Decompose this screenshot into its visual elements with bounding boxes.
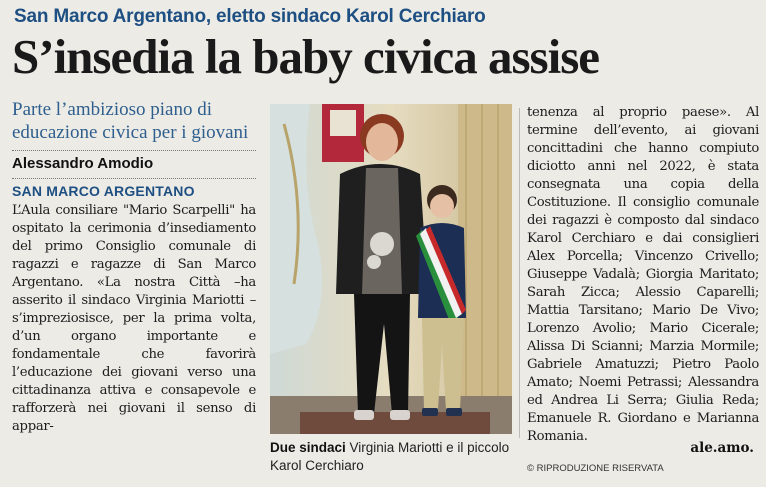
article-photo	[270, 104, 512, 434]
article-headline: S’insedia la baby civica assise	[12, 29, 600, 84]
caption-bold: Due sindaci	[270, 440, 346, 455]
article-location: SAN MARCO ARGENTANO	[12, 183, 195, 199]
left-column	[12, 96, 256, 436]
article-body-left: L’Aula consiliare "Mario Scarpelli" ha ospitato la cerimonia d’insediamento del primo Consiglio comunale di ragazzi e ragazze di San Marco Argentano. «La nostra Città –ha asserito il sindaco Virginia Mariotti – s’impreziosisce, per la prima volta, d’un organo importante e fondamentale che favorirà l’educazione dei giovani verso una cittadinanza attiva e consapevole e rafforzerà nei giovani il senso di appar-	[12, 203, 256, 434]
article-body-right: tenenza al proprio paese». Al termine dell’evento, ai giovani concittadini che hanno compiuto diciotto anni nel 2022, è stata consegnata una copia della Costituzione. Il consiglio comunale dei ragazzi è composto dal sindaco Karol Cerchiaro e dai consiglieri Alex Porcella; Vincenzo Crivello; Giuseppe Vadalà; Giorgia Maritato; Sarah Zicca; Alessio Caparelli; Mattia Tarsitano; Mario De Vivo; Lorenzo Avolio; Mario Cicerale; Alissa Di Scianni; Marzia Mormile; Gabriele Amatuzzi; Pietro Paolo Amato; Noemi Petrassi; Alessandra ed Andrea Li Serra; Giulia Reda; Emanuele R. Giordano e Marianna Romania.	[527, 105, 759, 444]
photo-illustration	[270, 104, 512, 434]
photo-caption	[270, 439, 520, 475]
divider	[12, 178, 256, 179]
article-kicker: San Marco Argentano, eletto sindaco Karol Cerchiaro	[14, 6, 486, 27]
column-divider	[519, 108, 520, 438]
article-signature: ale.amo.	[690, 440, 754, 456]
article-subhead: Parte l’ambizioso piano di educazione civica per i giovani	[12, 99, 249, 143]
article-author: Alessandro Amodio	[12, 155, 154, 172]
divider	[12, 150, 256, 151]
caption-text: Virginia Mariotti e il piccolo Karol Cerchiaro	[270, 440, 510, 473]
copyright-notice: © RIPRODUZIONE RISERVATA	[527, 463, 664, 474]
